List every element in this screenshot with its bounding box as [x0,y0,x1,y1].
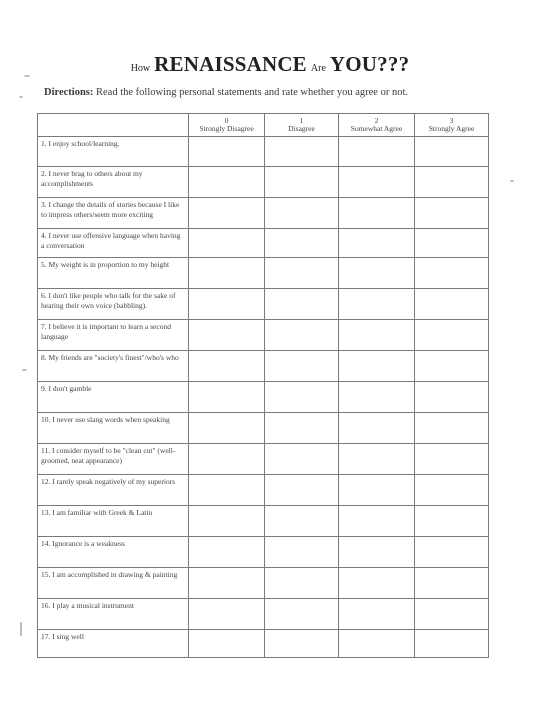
table-row [38,506,489,537]
rating-cell-disagree[interactable] [265,444,339,475]
rating-cell-strongly-disagree[interactable] [189,320,265,351]
rating-cell-disagree[interactable] [265,382,339,413]
table-row [38,289,489,320]
statement-cell: 6. I don't like people who talk for the sake of hearing their own voice (babbling). [38,289,189,320]
rating-cell-strongly-agree[interactable] [415,229,489,258]
rating-cell-somewhat-agree[interactable] [339,537,415,568]
rating-cell-strongly-agree[interactable] [415,475,489,506]
rating-cell-strongly-agree[interactable] [415,444,489,475]
rating-cell-somewhat-agree[interactable] [339,568,415,599]
rating-cell-strongly-disagree[interactable] [189,198,265,229]
table-row [38,198,489,229]
rating-cell-strongly-agree[interactable] [415,289,489,320]
label-strongly-disagree: Strongly Disagree [199,124,254,133]
rating-cell-disagree[interactable] [265,568,339,599]
rating-cell-strongly-disagree[interactable] [189,475,265,506]
table-row [38,320,489,351]
header-disagree [265,114,339,137]
rating-cell-strongly-agree[interactable] [415,351,489,382]
rating-cell-strongly-disagree[interactable] [189,289,265,320]
rating-cell-strongly-disagree[interactable] [189,599,265,630]
rating-cell-strongly-agree[interactable] [415,258,489,289]
scan-mark [19,96,23,98]
score-2: 2 [374,116,379,125]
rating-cell-somewhat-agree[interactable] [339,599,415,630]
rating-cell-disagree[interactable] [265,167,339,198]
table-row [38,599,489,630]
statement-cell: 2. I never brag to others about my accomplishments [38,167,189,198]
scan-mark [22,369,27,371]
statement-cell: 9. I don't gamble [38,382,189,413]
rating-cell-somewhat-agree[interactable] [339,258,415,289]
table-row [38,630,489,658]
label-disagree: Disagree [288,124,315,133]
scan-mark [24,75,30,77]
label-somewhat-agree: Somewhat Agree [350,124,403,133]
rating-cell-disagree[interactable] [265,289,339,320]
rating-cell-strongly-agree[interactable] [415,537,489,568]
table-row [38,413,489,444]
rating-cell-disagree[interactable] [265,506,339,537]
rating-cell-strongly-disagree[interactable] [189,229,265,258]
score-3: 3 [449,116,454,125]
rating-cell-strongly-agree[interactable] [415,137,489,167]
scan-mark [20,622,22,636]
header-strongly-agree [415,114,489,137]
rating-cell-strongly-disagree[interactable] [189,444,265,475]
rating-cell-disagree[interactable] [265,599,339,630]
rating-cell-somewhat-agree[interactable] [339,198,415,229]
table-row [38,444,489,475]
rating-cell-disagree[interactable] [265,198,339,229]
label-strongly-agree: Strongly Agree [428,124,475,133]
table-row [38,258,489,289]
statement-cell: 13. I am familiar with Greek & Latin [38,506,189,537]
score-0: 0 [224,116,229,125]
rating-cell-strongly-disagree[interactable] [189,258,265,289]
rating-cell-strongly-agree[interactable] [415,413,489,444]
table-row [38,137,489,167]
rating-cell-strongly-agree[interactable] [415,382,489,413]
rating-cell-somewhat-agree[interactable] [339,413,415,444]
statement-cell: 12. I rarely speak negatively of my superiors [38,475,189,506]
rating-cell-disagree[interactable] [265,413,339,444]
table-row [38,229,489,258]
statement-cell: 8. My friends are "society's finest"/who's who [38,351,189,382]
statement-cell: 7. I believe it is important to learn a second language [38,320,189,351]
rating-cell-disagree[interactable] [265,537,339,568]
statement-cell: 16. I play a musical instrument [38,599,189,630]
rating-cell-strongly-disagree[interactable] [189,351,265,382]
statement-cell: 4. I never use offensive language when having a conversation [38,229,189,258]
rating-cell-somewhat-agree[interactable] [339,137,415,167]
table-row [38,568,489,599]
statement-cell: 1. I enjoy school/learning. [38,137,189,167]
rating-cell-disagree[interactable] [265,475,339,506]
statement-cell: 11. I consider myself to be "clean cut" (well-groomed, neat appearance) [38,444,189,475]
rating-table [37,113,489,658]
table-row [38,382,489,413]
rating-cell-somewhat-agree[interactable] [339,475,415,506]
page-title [0,52,540,77]
rating-cell-disagree[interactable] [265,320,339,351]
statement-cell: 14. Ignorance is a weakness [38,537,189,568]
rating-cell-somewhat-agree[interactable] [339,320,415,351]
statement-cell: 10. I never use slang words when speaking [38,413,189,444]
rating-cell-strongly-agree[interactable] [415,320,489,351]
rating-cell-strongly-disagree[interactable] [189,413,265,444]
rating-cell-strongly-agree[interactable] [415,167,489,198]
directions-label: Directions: [44,87,94,98]
scan-mark [510,180,514,182]
rating-cell-disagree[interactable] [265,137,339,167]
rating-cell-disagree[interactable] [265,351,339,382]
rating-cell-strongly-disagree[interactable] [189,506,265,537]
directions [44,87,408,98]
rating-cell-somewhat-agree[interactable] [339,289,415,320]
score-1: 1 [299,116,304,125]
rating-cell-strongly-disagree[interactable] [189,630,265,658]
header-somewhat-agree [339,114,415,137]
rating-cell-disagree[interactable] [265,229,339,258]
rating-cell-disagree[interactable] [265,258,339,289]
table-row [38,475,489,506]
rating-cell-somewhat-agree[interactable] [339,506,415,537]
rating-cell-somewhat-agree[interactable] [339,630,415,658]
title-renaissance: RENAISSANCE [154,52,307,76]
rating-cell-somewhat-agree[interactable] [339,351,415,382]
table-row [38,351,489,382]
rating-cell-strongly-agree[interactable] [415,198,489,229]
table-header-row [38,114,489,137]
rating-cell-strongly-agree[interactable] [415,599,489,630]
rating-cell-strongly-disagree[interactable] [189,537,265,568]
directions-text: Read the following personal statements and rate whether you agree or not. [96,87,408,98]
title-you: YOU??? [329,52,410,76]
rating-cell-strongly-disagree[interactable] [189,382,265,413]
rating-cell-somewhat-agree[interactable] [339,229,415,258]
statement-cell: 17. I sing well [38,630,189,658]
table-row [38,167,489,198]
rating-cell-strongly-agree[interactable] [415,568,489,599]
statement-cell: 15. I am accomplished in drawing & painting [38,568,189,599]
rating-cell-strongly-agree[interactable] [415,506,489,537]
rating-cell-strongly-disagree[interactable] [189,137,265,167]
rating-cell-somewhat-agree[interactable] [339,382,415,413]
title-how: How [130,63,151,74]
title-are: Are [310,63,326,74]
rating-cell-somewhat-agree[interactable] [339,167,415,198]
rating-cell-strongly-agree[interactable] [415,630,489,658]
statement-cell: 5. My weight is in proportion to my height [38,258,189,289]
rating-cell-strongly-disagree[interactable] [189,568,265,599]
table-row [38,537,489,568]
rating-cell-disagree[interactable] [265,630,339,658]
header-statement [38,114,189,137]
rating-cell-somewhat-agree[interactable] [339,444,415,475]
header-strongly-disagree [189,114,265,137]
statement-cell: 3. I change the details of stories because I like to impress others/seem more exciting [38,198,189,229]
rating-cell-strongly-disagree[interactable] [189,167,265,198]
